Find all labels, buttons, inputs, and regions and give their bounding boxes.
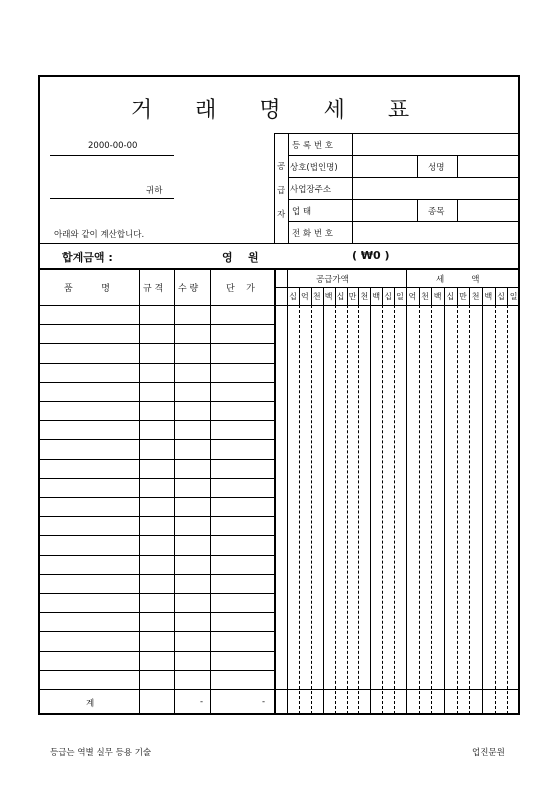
table-row-line (38, 459, 274, 460)
tax-digit-label: 억 (408, 292, 417, 301)
grid-dash (419, 305, 420, 714)
grid-dash (469, 305, 470, 714)
grid-dash (507, 305, 508, 714)
grid-line (482, 287, 483, 714)
footer-total-label: 계 (86, 699, 95, 709)
supply-digit-label: 백 (324, 292, 333, 301)
header-qty: 수 량 (178, 284, 199, 294)
table-row-line (38, 497, 274, 498)
grid-dash (358, 305, 359, 714)
tax-digit-label: 천 (421, 292, 429, 301)
footer-qty-total: - (200, 697, 204, 707)
statement-text: 아래와 같이 계산합니다. (54, 230, 145, 240)
grid-line (210, 270, 211, 714)
recipient-suffix: 귀하 (146, 186, 163, 196)
grid-line (139, 270, 140, 714)
tax-digit-label: 백 (433, 292, 442, 301)
table-row-line (38, 382, 274, 383)
business-label: 업 태 (292, 207, 312, 217)
phone-label: 전 화 번 호 (292, 229, 333, 239)
tax-digit-label: 십 (446, 292, 455, 301)
grid-line (323, 287, 324, 714)
grid-dash (382, 305, 383, 714)
table-row-line (38, 363, 274, 364)
total-figure: ( ₩0 ) (352, 249, 390, 262)
total-korean: 영 원 (222, 251, 259, 264)
grid-line (287, 270, 288, 714)
grid-dash (457, 305, 458, 714)
table-row-line (38, 439, 274, 440)
footnote-left: 등급는 역별 실무 등용 기술 (50, 748, 152, 758)
table-row-line (38, 516, 274, 517)
header-product: 품 명 (64, 284, 110, 294)
table-row-line (38, 555, 274, 556)
supply-digit-label: 십 (289, 292, 297, 301)
header-tax: 세 액 (436, 275, 480, 285)
table-row-line (38, 612, 274, 613)
supply-digit-label: 만 (348, 292, 357, 301)
supply-digit-label: 백 (372, 292, 381, 301)
grid-dash (311, 305, 312, 714)
grid-dash (394, 305, 395, 714)
header-unit-price: 단 가 (226, 284, 255, 294)
table-row-line (38, 574, 274, 575)
supply-digit-label: 천 (312, 292, 321, 301)
tax-digit-label: 일 (509, 292, 518, 301)
table-row-line (38, 420, 274, 421)
grid-line (174, 270, 175, 714)
address-label: 사업장주소 (290, 185, 332, 195)
date-field[interactable]: 2000-00-00 (88, 141, 138, 151)
footer-line (38, 689, 520, 690)
reg-no-label: 등 록 번 호 (292, 141, 333, 151)
grid-dash (335, 305, 336, 714)
total-label: 합계금액 : (62, 251, 113, 264)
tax-digit-label: 천 (471, 292, 480, 301)
supplier-side-label-2: 급 (277, 186, 286, 196)
header-spec: 규 격 (143, 284, 164, 294)
grid-dash (347, 305, 348, 714)
supply-digit-label: 십 (384, 292, 392, 301)
grid-dash (495, 305, 496, 714)
grid-dash (431, 305, 432, 714)
table-row-line (38, 593, 274, 594)
supply-digit-label: 억 (300, 292, 309, 301)
table-row-line (38, 401, 274, 402)
grid-line (406, 270, 407, 714)
name-label: 성명 (428, 163, 445, 173)
grid-dash (299, 305, 300, 714)
grid-line (370, 287, 371, 714)
company-label: 상호(법인명) (290, 163, 338, 173)
tax-digit-label: 십 (497, 292, 505, 301)
grid-line (274, 270, 276, 714)
table-row-line (38, 478, 274, 479)
grid-line (444, 287, 445, 714)
footer-price-total: - (262, 697, 266, 707)
supply-digit-label: 일 (396, 292, 404, 301)
header-supply-value: 공급가액 (316, 275, 349, 285)
supply-digit-label: 십 (336, 292, 345, 301)
footnote-right: 업진문원 (472, 748, 505, 758)
grid-line (38, 305, 520, 306)
table-row-line (38, 651, 274, 652)
supply-digit-label: 천 (360, 292, 369, 301)
table-row-line (38, 631, 274, 632)
item-label: 종목 (428, 207, 445, 217)
table-row-line (38, 324, 274, 325)
table-row-line (38, 343, 274, 344)
tax-digit-label: 만 (459, 292, 467, 301)
table-row-line (38, 535, 274, 536)
tax-digit-label: 백 (484, 292, 493, 301)
supplier-side-label-1: 공 (277, 162, 286, 172)
document-title: 거 래 명 세 표 (130, 98, 428, 123)
supplier-side-label-3: 자 (277, 210, 286, 220)
table-row-line (38, 670, 274, 671)
